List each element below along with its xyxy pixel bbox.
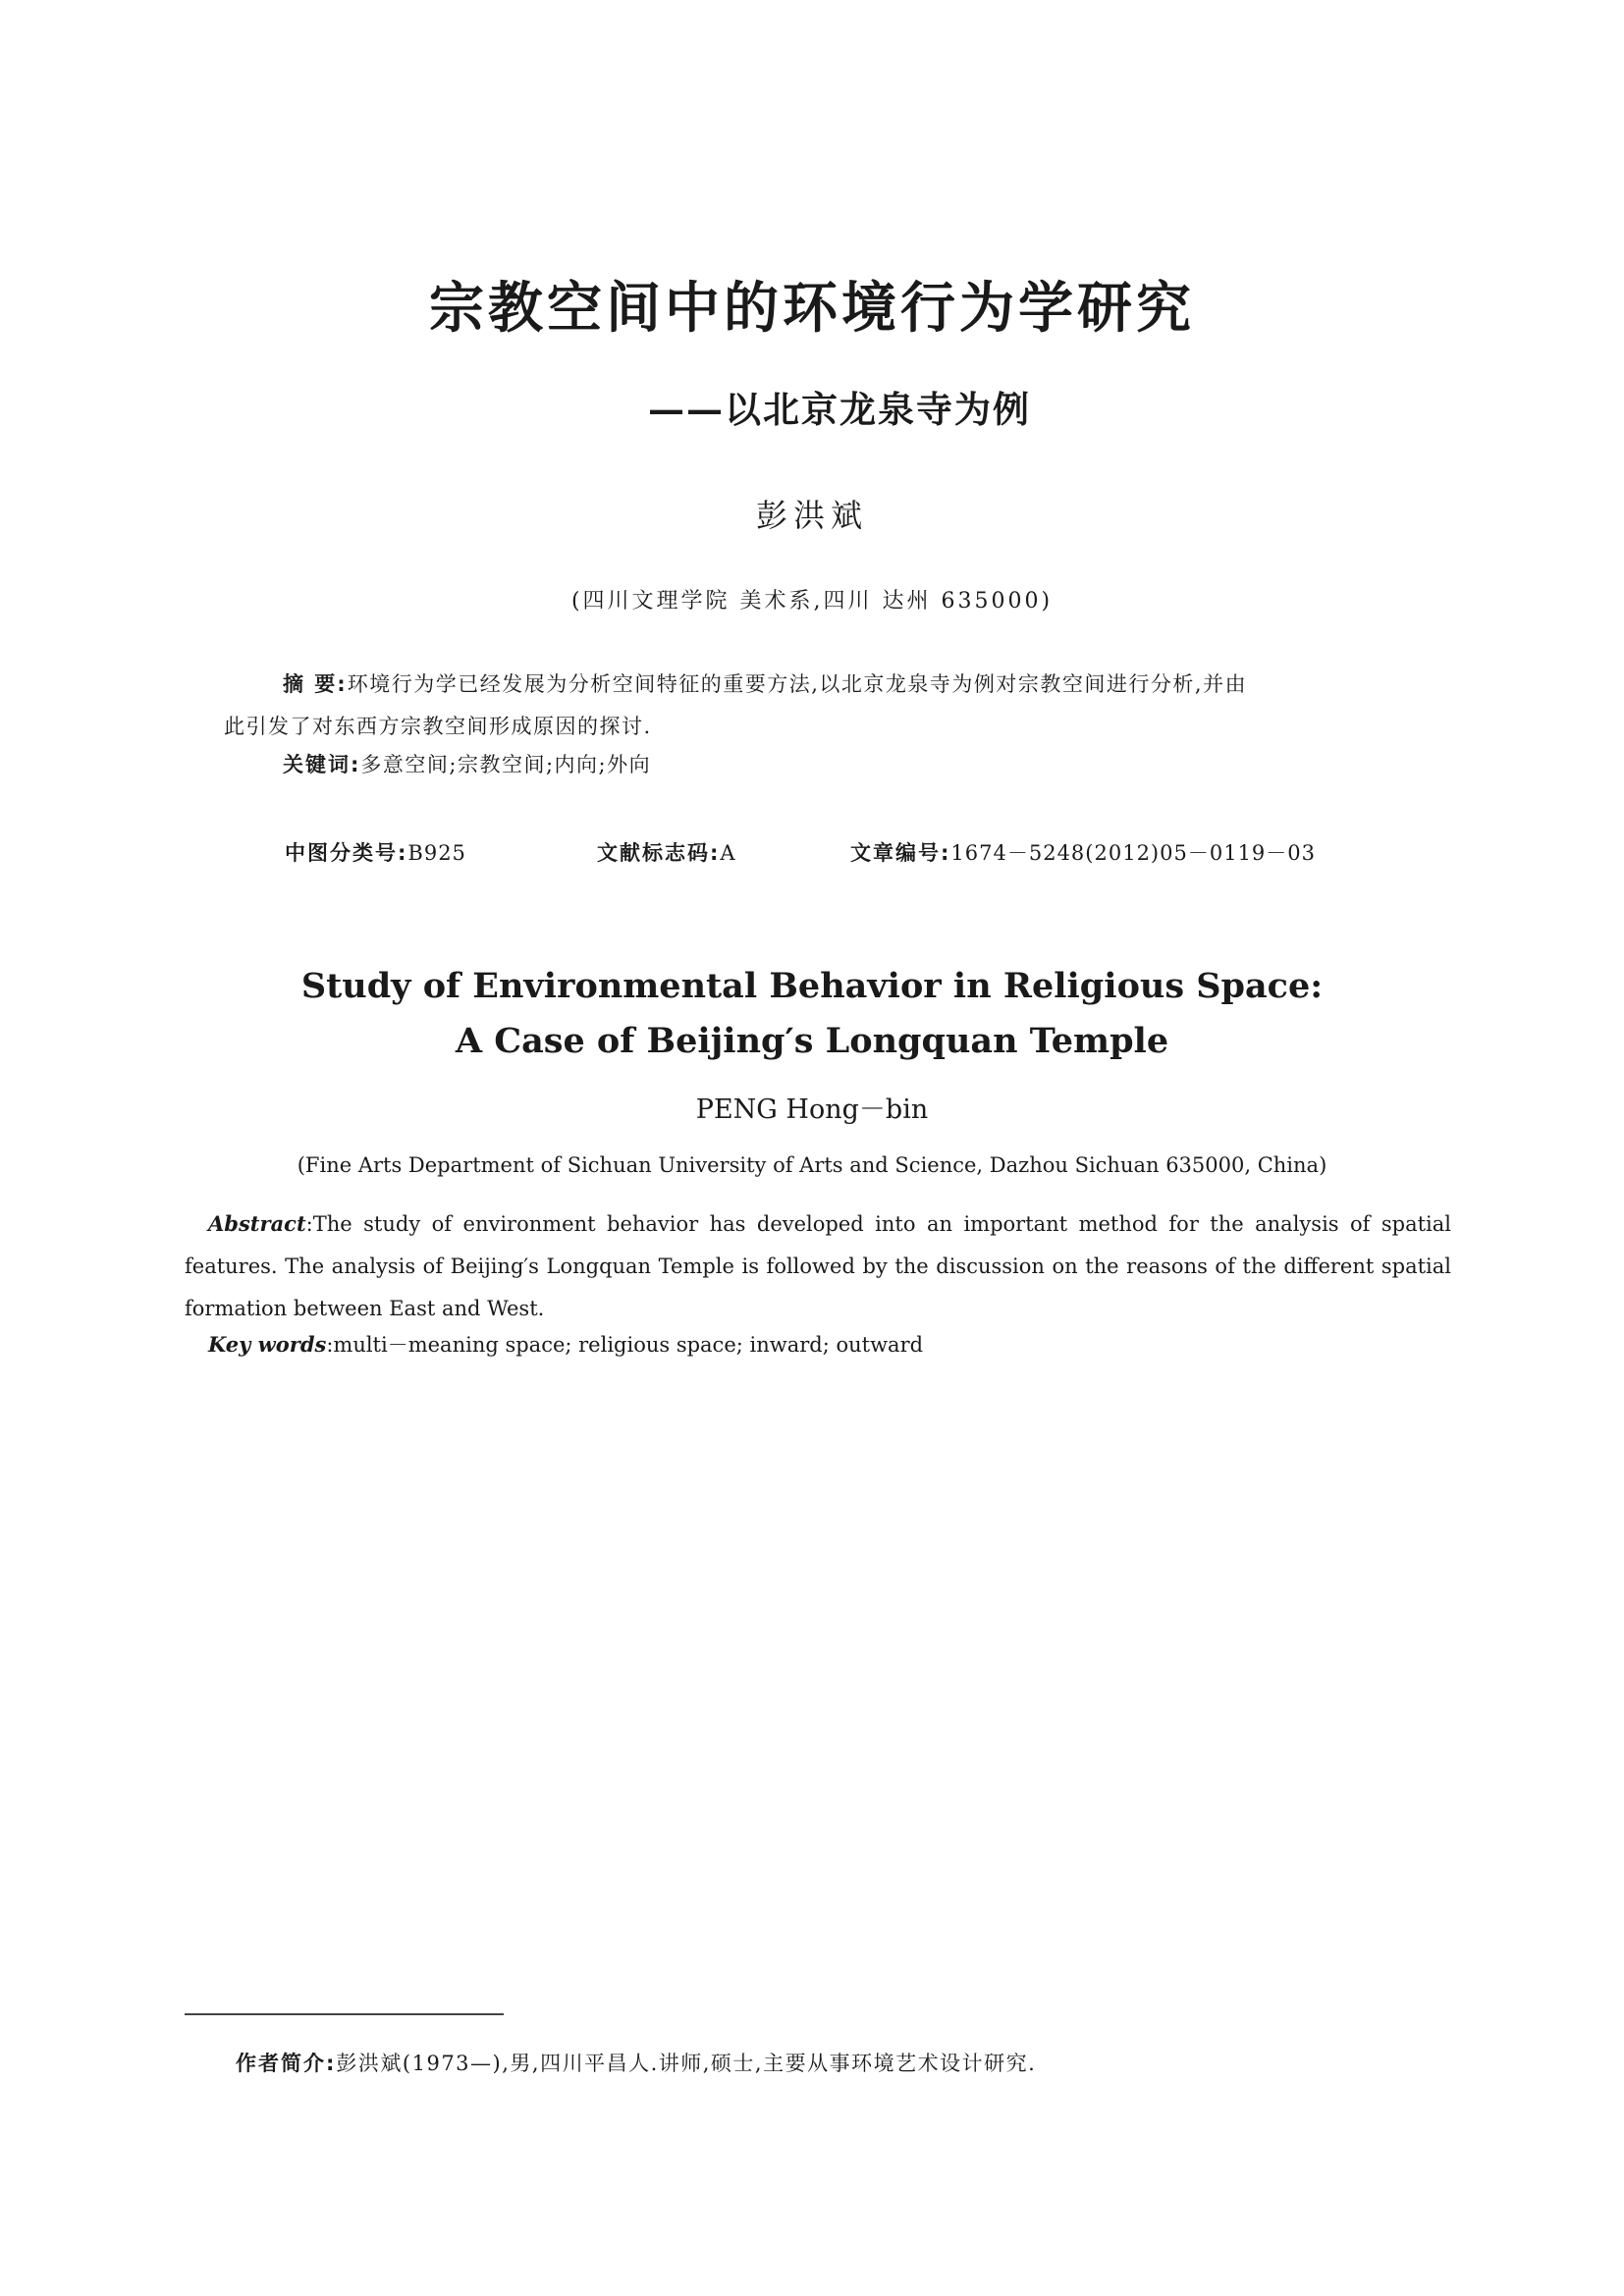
chinese-author: 彭洪斌 bbox=[755, 497, 868, 534]
chinese-keywords bbox=[283, 749, 651, 778]
english-title bbox=[0, 959, 1624, 1069]
english-abstract-text: :The study of environment behavior has developed into an important method for the analysis of spatial features. The analysis of Beijing′s Longquan Temple is followed by the discussion on the reasons of the different spatial formation between East and West. bbox=[185, 1212, 1451, 1320]
chinese-affiliation: (四川文理学院 美术系,四川 达州 635000) bbox=[570, 589, 1054, 614]
chinese-keywords-label: 关键词: bbox=[283, 753, 361, 776]
chinese-subtitle: ——以北京龙泉寺为例 bbox=[648, 388, 1031, 431]
chinese-abstract bbox=[224, 664, 1402, 748]
chinese-keywords-text: 多意空间;宗教空间;内向;外向 bbox=[360, 753, 652, 776]
english-keywords-label: Key words bbox=[208, 1332, 327, 1357]
english-title-line-1: Study of Environmental Behavior in Religious Space: bbox=[300, 966, 1324, 1006]
document-code bbox=[597, 837, 736, 867]
clc-label: 中图分类号: bbox=[285, 841, 408, 865]
article-number-value: 1674－5248(2012)05－0119－03 bbox=[950, 841, 1317, 865]
english-keywords-text: :multi－meaning space; religious space; inward; outward bbox=[326, 1333, 924, 1357]
english-author: PENG Hong－bin bbox=[695, 1095, 929, 1125]
author-footnote bbox=[236, 2048, 1036, 2077]
chinese-title: 宗教空间中的环境行为学研究 bbox=[429, 276, 1195, 341]
chinese-abstract-line-2: 此引发了对东西方宗教空间形成原因的探讨. bbox=[224, 715, 652, 738]
chinese-abstract-text-1: 环境行为学已经发展为分析空间特征的重要方法,以北京龙泉寺为例对宗教空间进行分析,并由 bbox=[347, 672, 1248, 696]
document-code-value: A bbox=[720, 841, 736, 865]
chinese-abstract-label: 摘 要: bbox=[283, 672, 348, 696]
english-title-line-2: A Case of Beijing′s Longquan Temple bbox=[455, 1021, 1169, 1061]
clc-number bbox=[285, 837, 466, 867]
chinese-abstract-line-1 bbox=[224, 664, 1402, 706]
footnote-divider bbox=[185, 2013, 504, 2015]
clc-value: B925 bbox=[407, 841, 466, 865]
footnote-text: 彭洪斌(1973—),男,四川平昌人.讲师,硕士,主要从事环境艺术设计研究. bbox=[336, 2052, 1037, 2075]
english-keywords bbox=[208, 1329, 923, 1359]
article-number bbox=[850, 837, 1316, 867]
document-code-label: 文献标志码: bbox=[597, 841, 721, 865]
footnote-label: 作者简介: bbox=[236, 2052, 337, 2075]
english-abstract-label: Abstract bbox=[208, 1211, 306, 1236]
english-abstract bbox=[185, 1202, 1451, 1330]
article-number-label: 文章编号: bbox=[850, 841, 951, 865]
english-affiliation: (Fine Arts Department of Sichuan University of Arts and Science, Dazhou Sichuan 635000, China) bbox=[297, 1153, 1327, 1177]
